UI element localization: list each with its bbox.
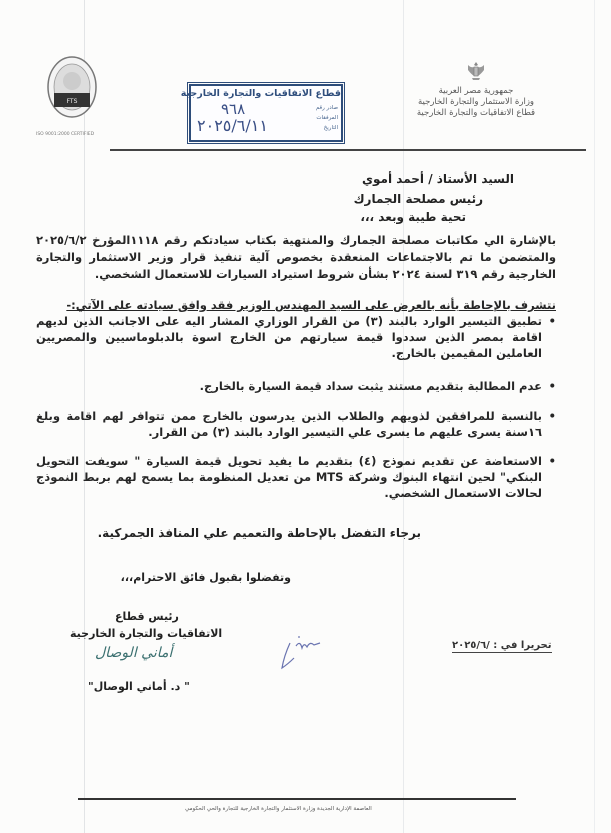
list-item: • بالنسبة للمرافقين لذويهم والطلاب الذين يدرسون بالخارج ممن تتوافر لهم اقامة وبلغ ١٦سنة يسرى عليهم ما يسرى علي التيسير الوارد بالبند (٣) من القرار. [36, 408, 556, 440]
stamp-title: قطاع الاتفاقيات والتجارة الخارجية [180, 88, 341, 99]
footer-address: العاصمة الإدارية الجديدة وزارة الاستثمار والتجارة الخارجية للتجارة والحي الحكومي [185, 806, 372, 812]
letterhead [411, 60, 541, 119]
stamp-labels [316, 103, 338, 133]
list-item: • تطبيق التيسير الوارد بالبند (٣) من القرار الوزاري المشار اليه على الاجانب الذين لديهم اقامة بمصر الذين سددوا قيمة سيارتهم من الخارج اسوة بالدبلوماسيين والمصريين العاملين المقيمين بالخارج. [36, 313, 556, 361]
decision-list [36, 453, 556, 501]
fold-line [594, 0, 595, 833]
svg-text:FTS: FTS [66, 98, 78, 105]
stamp-label-date: التاريخ [323, 125, 338, 131]
sector-name: قطاع الاتفاقيات والتجارة الخارجية [416, 108, 536, 118]
decision-list [36, 313, 556, 361]
stamp-label-number: صادر رقم [315, 105, 338, 111]
closing-respect: وتفضلوا بقبول فائق الاحترام،،، [120, 571, 291, 584]
handwritten-signature: أماني الوصال [95, 645, 173, 661]
intro-paragraph: بالإشارة الي مكاتبات مصلحة الجمارك والمنتهية بكتاب سيادتكم رقم ١١١٨المؤرخ ٢٠٢٥/٦/٢ والمتضمن ما تم بالاجتماعات المنعقدة بخصوص آلية تنفيذ قرار وزير الاستثمار والتجارة الخارجية رقم ٣١٩ لسنة ٢٠٢٤ بشأن شروط استيراد السيارات للاستعمال الشخصي. [36, 233, 557, 281]
iso-caption: ISO 9001:2000 CERTIFIED [36, 132, 95, 137]
decision-list [36, 378, 556, 394]
initials-scribble-icon [270, 628, 340, 678]
eagle-emblem-icon [465, 60, 487, 82]
signatory-title-line2: الاتفاقيات والتجارة الخارجية [70, 627, 223, 640]
registry-stamp [180, 84, 343, 142]
list-item: • الاستعاضة عن تقديم نموذج (٤) بتقديم ما يفيد تحويل قيمة السيارة " سويفت التحويل البنكي" لحين انتهاء البنوك وشركة MTS من تعديل المنظومة بما يسمح لهم بربط النموذج لحالات الاستعمال الشخصي. [36, 453, 556, 501]
list-item: • عدم المطالبة بتقديم مستند يثبت سداد قيمة السيارة بالخارج. [36, 378, 556, 394]
stamp-label-attachments: المرفقات [316, 115, 338, 121]
date-written: تحريرا في : /٢٠٢٥/٦ [452, 640, 552, 651]
ministry-name: وزارة الاستثمار والتجارة الخارجية [417, 97, 535, 107]
stamp-date: ٢٠٢٥/٦/١١ [197, 116, 268, 135]
closing-request: برجاء التفضل بالإحاطة والتعميم علي المنافذ الجمركية. [97, 526, 421, 540]
country-name: جمهورية مصر العربية [438, 86, 514, 96]
footer-divider [78, 798, 516, 800]
stamp-number: ٩٦٨ [221, 100, 246, 118]
signatory-name: " د. أماني الوصال" [88, 680, 190, 693]
sector-logo-icon [46, 55, 98, 119]
header-divider [110, 149, 586, 151]
signatory-title-line1: رئيس قطاع [115, 610, 179, 623]
decision-list [36, 408, 556, 440]
lead-sentence: نتشرف بالإحاطة بأنه بالعرض على السيد المهندس الوزير فقد وافق سيادته على الآتي:- [66, 298, 556, 312]
recipient-title: رئيس مصلحة الجمارك [353, 192, 483, 206]
greeting: تحية طيبة وبعد ،،، [360, 210, 466, 224]
recipient-name: السيد الأستاذ / أحمد أموي [362, 172, 514, 186]
